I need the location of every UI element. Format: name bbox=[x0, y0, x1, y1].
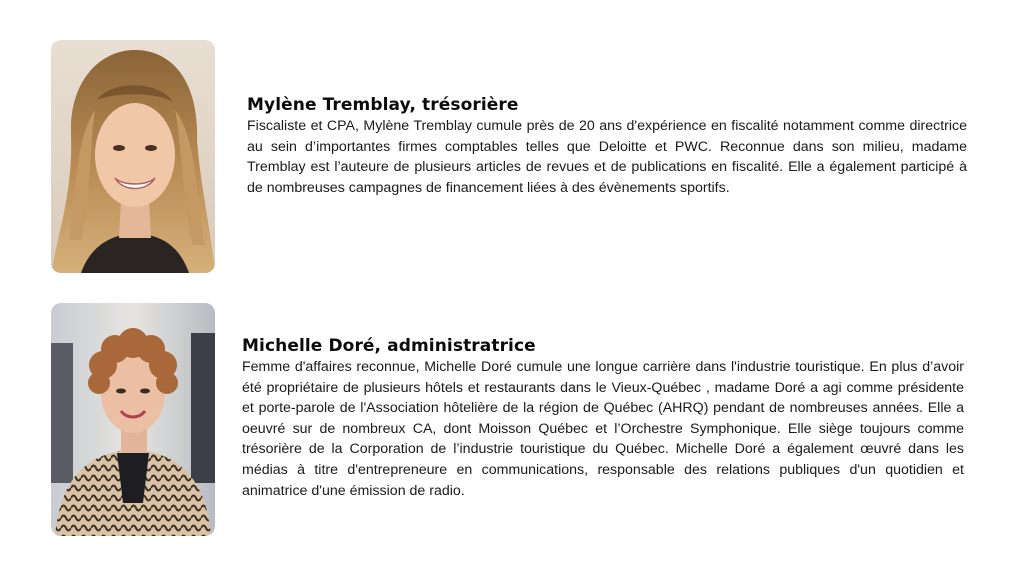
member-description: Femme d'affaires reconnue, Michelle Doré cumule une longue carrière dans l'industrie touristique. En plus d’avoir été propriétaire de plusieurs hôtels et restaurants dans le Vieux-Québec , madame Doré a agi comme présidente et porte-parole de l'Association hôtelière de la région de Québec (AHRQ) pendant de nombreuses années. Elle a oeuvré sur de nombreux CA, dont Moisson Québec et l’Orchestre Symphonique. Elle siège toujours comme trésorière de la Corporation de l’industrie touristique du Québec. Michelle Doré a également œuvré dans les médias à titre d'entrepreneure en communications, responsable des relations publiques d'un quotidien et animatrice d'une émission de radio. bbox=[242, 359, 964, 499]
member-photo-dore bbox=[51, 303, 215, 536]
member-name: Mylène Tremblay, trésorière bbox=[247, 95, 519, 115]
member-name: Michelle Doré, administratrice bbox=[242, 336, 536, 356]
member-bio-block-dore bbox=[242, 336, 964, 501]
member-photo-tremblay bbox=[51, 40, 215, 273]
portrait-photo-icon bbox=[51, 303, 215, 536]
member-bio-block-tremblay bbox=[247, 95, 967, 198]
member-description: Fiscaliste et CPA, Mylène Tremblay cumule près de 20 ans d'expérience en fiscalité notamment comme directrice au sein d’importantes firmes comptables telles que Deloitte et PWC. Reconnue dans son milieu, madame Tremblay est l’auteure de plusieurs articles de revues et de publications en fiscalité. Elle a également participé à de nombreuses campagnes de financement liées à des évènements sportifs. bbox=[247, 118, 967, 196]
portrait-photo-icon bbox=[51, 40, 215, 273]
